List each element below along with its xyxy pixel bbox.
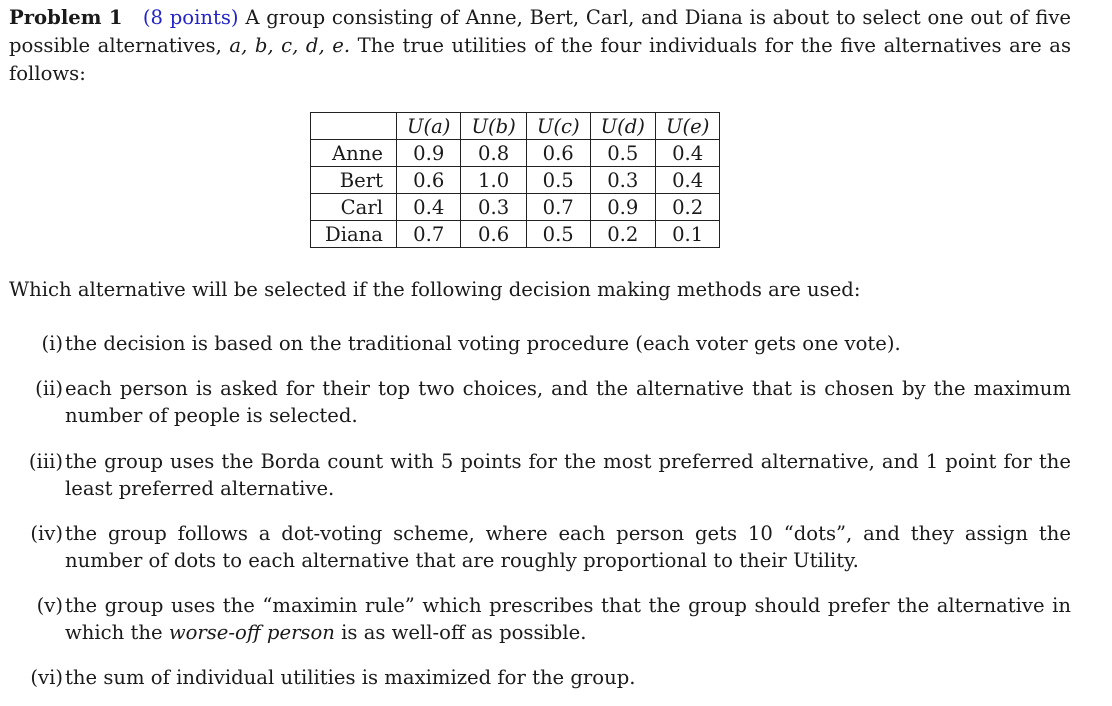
- item-text: the group uses the Borda count with 5 points for the most preferred alternative, and 1 point for the least preferred alternative.: [65, 450, 1071, 500]
- list-item: [9, 448, 1071, 502]
- col-header-e: U(e): [655, 113, 719, 140]
- row-name: Carl: [311, 194, 397, 221]
- table-cell: 0.1: [655, 221, 719, 248]
- item-number: (iii): [28, 450, 63, 473]
- col-header-b: U(b): [461, 113, 526, 140]
- problem-label: Problem 1: [9, 6, 123, 29]
- list-item: [9, 592, 1071, 646]
- list-item: [9, 664, 1071, 691]
- col-header-d: U(d): [590, 113, 655, 140]
- intro-text: A group consisting of Anne, Bert, Carl, and Diana is about to select one out of five possible alternatives,: [9, 6, 1072, 57]
- intro-text-end: The true utilities of the four individuals for the five alternatives are as follows:: [9, 34, 1071, 85]
- table-cell: 0.8: [461, 140, 526, 167]
- col-header-c: U(c): [526, 113, 590, 140]
- table-cell: 0.2: [590, 221, 655, 248]
- table-cell: 0.3: [461, 194, 526, 221]
- table-cell: 0.4: [655, 140, 719, 167]
- item-number: (v): [36, 594, 63, 617]
- table-row: [311, 194, 720, 221]
- utility-table-wrap: [310, 112, 720, 248]
- row-name: Bert: [311, 167, 397, 194]
- question-text: Which alternative will be selected if the following decision making methods are used:: [9, 278, 861, 301]
- problem-intro: [9, 4, 1071, 88]
- list-item: [9, 375, 1071, 429]
- table-cell: 0.5: [590, 140, 655, 167]
- table-cell: 0.7: [396, 221, 460, 248]
- item-number: (ii): [35, 377, 63, 400]
- table-cell: 0.6: [396, 167, 460, 194]
- item-text-emphasis: worse-off person: [168, 621, 335, 644]
- table-cell: 0.6: [526, 140, 590, 167]
- item-text-start: the group uses the “maximin rule” which prescribes that the group should prefer the alternative in which the: [65, 594, 1071, 644]
- item-text: the group follows a dot-voting scheme, where each person gets 10 “dots”, and they assign the number of dots to each alternative that are roughly proportional to their Utility.: [65, 522, 1071, 572]
- list-item: [9, 330, 1071, 357]
- item-text: the sum of individual utilities is maximized for the group.: [65, 666, 636, 689]
- table-cell: 0.4: [396, 194, 460, 221]
- table-row: [311, 167, 720, 194]
- problem-page: [9, 4, 1072, 689]
- table-cell: 0.9: [396, 140, 460, 167]
- table-row: [311, 221, 720, 248]
- table-cell: 0.5: [526, 167, 590, 194]
- table-cell: 0.5: [526, 221, 590, 248]
- alternatives-math: a, b, c, d, e.: [229, 34, 351, 57]
- item-number: (iv): [30, 522, 63, 545]
- row-name: Anne: [311, 140, 397, 167]
- table-header-row: [311, 113, 720, 140]
- table-cell: 0.7: [526, 194, 590, 221]
- item-text: each person is asked for their top two choices, and the alternative that is chosen by the maximum number of people is selected.: [65, 377, 1071, 427]
- col-header-a: U(a): [396, 113, 460, 140]
- item-text: [65, 592, 1071, 646]
- row-name: Diana: [311, 221, 397, 248]
- item-number: (i): [41, 332, 63, 355]
- table-row: [311, 140, 720, 167]
- problem-points: (8 points): [142, 6, 239, 29]
- utility-table: [310, 112, 720, 248]
- table-corner-cell: [311, 113, 397, 140]
- item-text-end: is as well-off as possible.: [341, 621, 587, 644]
- table-cell: 0.9: [590, 194, 655, 221]
- table-cell: 1.0: [461, 167, 526, 194]
- item-text: the decision is based on the traditional voting procedure (each voter gets one vote).: [65, 332, 901, 355]
- table-cell: 0.4: [655, 167, 719, 194]
- list-item: [9, 520, 1071, 574]
- table-cell: 0.2: [655, 194, 719, 221]
- table-cell: 0.6: [461, 221, 526, 248]
- table-cell: 0.3: [590, 167, 655, 194]
- item-number: (vi): [30, 666, 63, 689]
